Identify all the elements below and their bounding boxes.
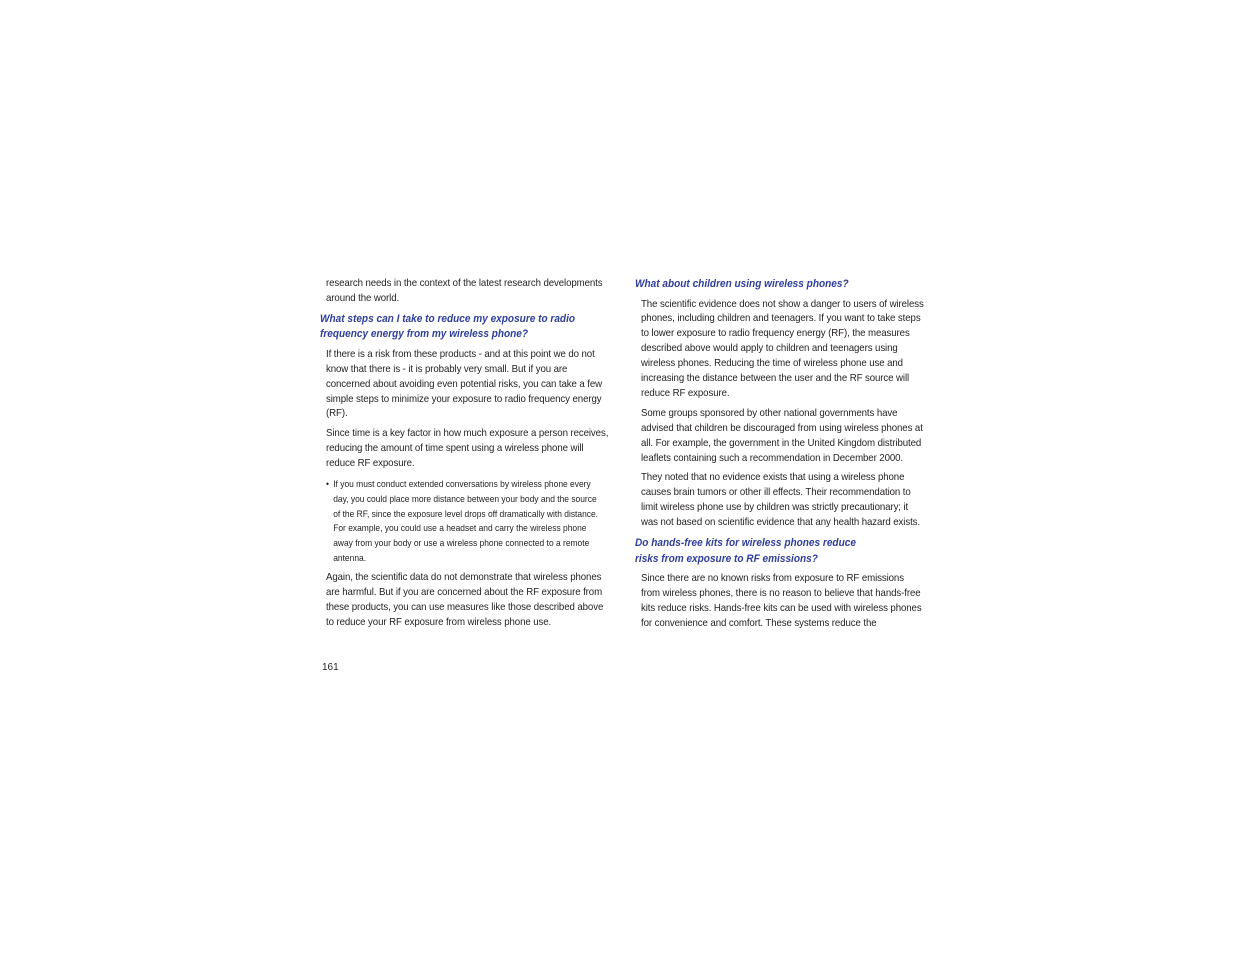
section-heading-hands-free: [635, 536, 920, 567]
page-number: 161: [322, 662, 339, 673]
heading-line-2: risks from exposure to RF emissions?: [635, 552, 818, 565]
paragraph-national-governments: Some groups sponsored by other national governments have advised that children be discouraged from using wireless phones at all. For example, the government in the United Kingdom distributed leaflets containing such a recommendation in December 2000.: [641, 407, 923, 464]
bullet-icon: •: [326, 478, 329, 490]
bullet-text: If you must conduct extended conversations by wireless phone every day, you could place more distance between your body and the source of the RF, since the exposure level drops off dramatically with distance. For example, you could use a headset and carry the wireless phone away from your body or use a wireless phone connected to a remote antenna.: [333, 478, 599, 564]
list-item: [326, 477, 605, 566]
paragraph-risk: If there is a risk from these products - and at this point we do not know that there is - it is probably very small. But if you are concerned about avoiding even potential risks, you can take a few simple steps to minimize your exposure to radio frequency energy (RF).: [326, 348, 602, 420]
paragraph-time-factor: Since time is a key factor in how much exposure a person receives, reducing the amount of time spent using a wireless phone will reduce RF exposure.: [326, 428, 609, 470]
section-heading-children: What about children using wireless phones?: [635, 278, 849, 290]
paragraph-scientific-data: Again, the scientific data do not demonstrate that wireless phones are harmful. But if you are concerned about the RF exposure from these products, you can use measures like those described above to reduce your RF exposure from wireless phone use.: [326, 571, 604, 628]
paragraph-scientific-evidence: The scientific evidence does not show a danger to users of wireless phones, including children and teenagers. If you want to take steps to lower exposure to radio frequency energy (RF), the measures described above would apply to children and teenagers using wireless phones. Reducing the time of wireless phone use and increasing the distance between the user and the RF source will reduce RF exposure.: [641, 298, 924, 399]
heading-line-1: Do hands-free kits for wireless phones reduce: [635, 537, 856, 550]
bullet-list: [326, 477, 612, 566]
paragraph-hands-free: Since there are no known risks from exposure to RF emissions from wireless phones, there is no reason to believe that hands-free kits reduce risks. Hands-free kits can be used with wireless phones for convenience and comfort. These systems reduce the: [641, 573, 922, 629]
paragraph-no-evidence: They noted that no evidence exists that using a wireless phone causes brain tumors or other ill effects. Their recommendation to limit wireless phone use by children was strictly precautionary; it was not based on scientific evidence that any health hazard exists.: [641, 472, 921, 529]
intro-paragraph: research needs in the context of the latest research developments around the world.: [326, 278, 603, 304]
right-column: [635, 277, 927, 637]
section-heading-reduce-exposure: What steps can I take to reduce my exposure to radio frequency energy from my wireless phone?: [320, 312, 576, 341]
left-column: [320, 277, 612, 635]
